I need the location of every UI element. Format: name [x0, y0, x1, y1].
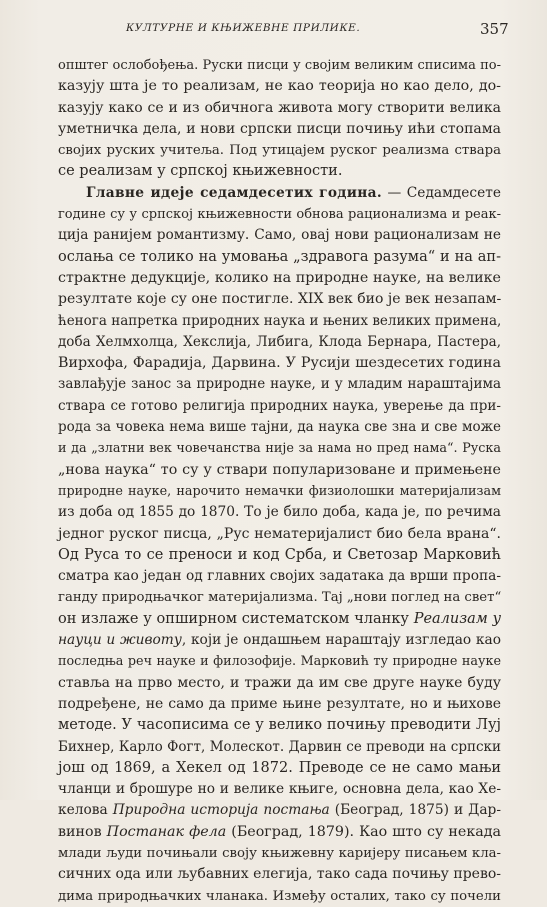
text-line: општег ослобођења. Руски писци у својим великим списима по- — [58, 58, 501, 73]
text-line: дима природњачких чланака. Између осталих, тако су почели — [58, 888, 501, 904]
text-line — [58, 609, 501, 630]
text-line: Од Руса то се преноси и код Срба, и Светозар Марковић — [58, 546, 501, 563]
text-line: природне науке, нарочито немачки физиолошки материјализам — [58, 483, 501, 499]
text-line: чланци и брошуре но и велике књиге, основна дела, као Хе- — [58, 781, 501, 798]
text-line: страктне дедукције, колико на природне науке, на велике — [58, 269, 501, 286]
text-line: године су у српској књижевности обнова рационализма и реак- — [58, 207, 501, 223]
text-line: ћенога напретка природних наука и њених великих примена, — [58, 312, 502, 329]
line-text: , који је ондашњем нараштају изгледао као — [181, 632, 502, 649]
line-text: он излаже у опширном систематском чланку — [58, 610, 414, 627]
heading-line-rest: — Седамдесете — [381, 184, 501, 201]
text-line: подређене, не само да приме њине резултате, но и њихове — [58, 695, 501, 712]
text-line: и да „златни век човечанства није за нама но пред нама“. Руска — [58, 441, 501, 457]
page-body — [58, 55, 501, 907]
text-line — [58, 800, 501, 821]
text-line: се реализам у српској књижевности. — [58, 163, 343, 180]
article-title: Реализам у — [413, 610, 501, 627]
section-heading-line — [58, 183, 501, 204]
book-title: Постанак фела — [106, 823, 227, 840]
text-line: доба Хелмхолца, Хекслија, Либига, Клода Бернара, Пастера, — [58, 333, 501, 350]
line-text: (Београд, 1875) и Дар- — [329, 802, 501, 819]
text-line: „нова наука“ то су у ствари популаризоване и примењене — [58, 461, 501, 478]
text-line: сматра као један од главних својих задатака да врши пропа- — [58, 568, 501, 585]
text-line: казују шта је то реализам, не као теорија но као дело, до- — [58, 78, 501, 95]
text-line — [58, 822, 501, 843]
text-line: ција ранијем романтизму. Само, овај нови рационализам не — [58, 227, 501, 244]
text-line: још од 1869, а Хекел од 1872. Преводе се не само мањи — [58, 759, 501, 776]
running-header: КУЛТУРНЕ И КЊИЖЕВНЕ ПРИЛИКЕ. — [126, 22, 361, 34]
text-line: казују како се и из обичнога живота могу створити велика — [58, 99, 501, 116]
line-text: (Београд, 1879). Као што су некада — [226, 823, 501, 840]
text-line: ганду природњачког материјализма. Тај „нови поглед на свет“ — [58, 590, 502, 606]
text-line: последња реч науке и филозофије. Марковић ту природне науке — [58, 654, 501, 670]
section-heading: Главне идеје седамдесетих година. — [86, 184, 382, 201]
text-line: млади људи почињали своју књижевну каријеру писањем кла- — [58, 845, 501, 861]
book-title: Природна историја постања — [112, 802, 330, 819]
line-text: винов — [58, 823, 107, 840]
text-line: сичних ода или љубавних елегија, тако сада почињу прево- — [58, 866, 501, 883]
article-title: науци и животу — [58, 632, 182, 649]
text-line: једног руског писца, „Рус нематеријалист био бела врана“. — [58, 525, 501, 542]
text-line: резултате које су оне постигле. XIX век био је век незапам- — [58, 291, 502, 308]
text-line: рода за човека нема више тајни, да наука све зна и све може — [58, 419, 501, 436]
text-line: Вирхофа, Фарадија, Дарвина. У Русији шездесетих година — [58, 355, 501, 372]
text-line: уметничка дела, и нови српски писци почињу ићи стопама — [58, 120, 501, 137]
text-line: ствара се готово религија природних наука, уверење да при- — [58, 397, 501, 414]
text-line: својих руских учитеља. Под утицајем руског реализма ствара — [58, 143, 501, 159]
line-text: келова — [58, 802, 113, 819]
text-line: завлађује занос за природне науке, и у младим нараштајима — [58, 376, 501, 393]
page-number: 357 — [480, 20, 509, 38]
text-line: методе. У часописима се у велико почињу преводити Луј — [58, 717, 501, 734]
text-line — [58, 630, 501, 651]
text-line: Бихнер, Карло Фогт, Молескот. Дарвин се преводи на српски — [58, 738, 501, 755]
text-line: ставља на прво место, и тражи да им све друге науке буду — [58, 674, 501, 691]
text-line: ослања се толико на умовања „здравога разума“ и на ап- — [58, 248, 501, 265]
text-line: из доба од 1855 до 1870. То је било доба, када је, по речима — [58, 504, 501, 521]
